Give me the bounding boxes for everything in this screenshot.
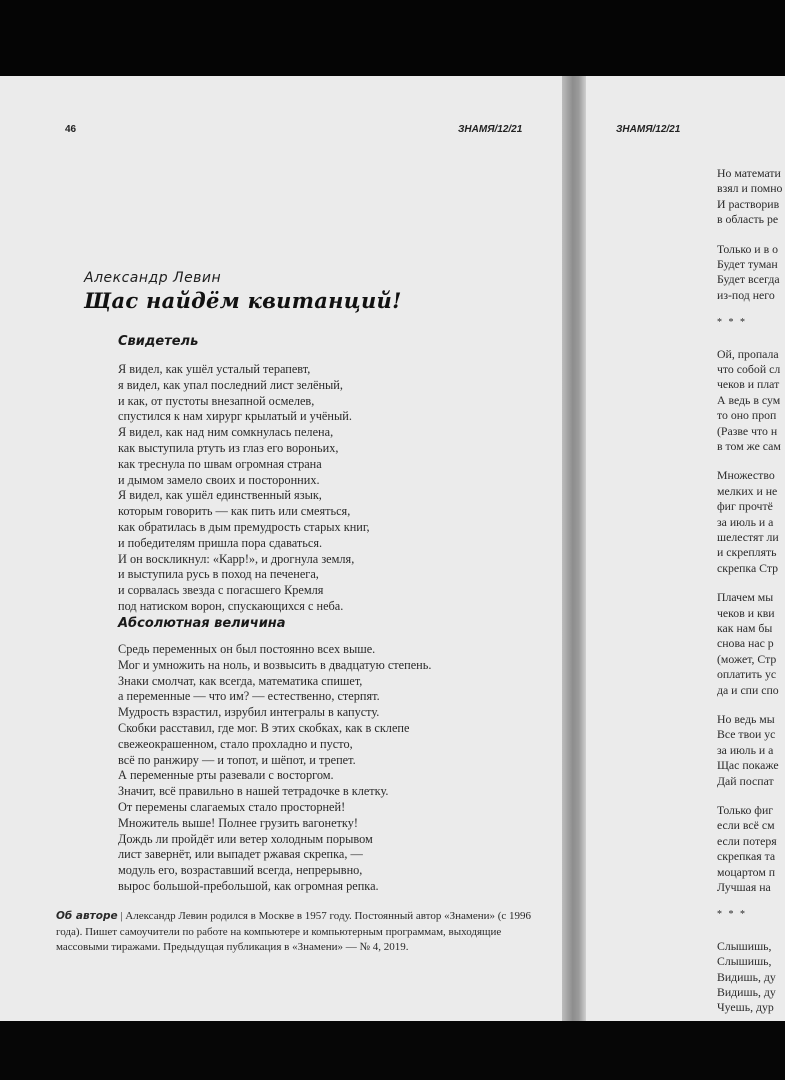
poem-line: вырос большой-пребольшой, как огромная репка. [118, 878, 379, 893]
poem-line: и выступила русь в поход на печенега, [118, 567, 319, 582]
right-page-line: фиг прочтё [717, 499, 773, 514]
poem-line: как обратилась в дым премудрость старых книг, [118, 519, 370, 534]
right-page-line: что собой сл [717, 362, 781, 376]
poem-line: Мог и умножить на ноль, и возвысить в двадцатую степень. [118, 657, 432, 672]
right-page [586, 76, 785, 1021]
right-page-line: да и спи спо [717, 682, 779, 697]
right-page-line: Дай поспат [717, 773, 774, 788]
right-page-line: в область ре [717, 212, 779, 227]
right-page-line: снова нас р [717, 636, 774, 651]
right-page-line: взял и помно [717, 181, 783, 196]
right-page-line: Множество [717, 468, 775, 483]
right-page-line: чеков и кви [717, 605, 775, 620]
right-page-line: за июль и а [717, 514, 774, 529]
right-page-line: мелких и не [717, 483, 778, 498]
right-page-line: Лучшая на [717, 880, 771, 894]
right-page-line: в том же сам [717, 439, 781, 453]
right-page-line: Плачем мы [717, 590, 774, 605]
poem-line: которым говорить — как пить или смеяться, [118, 504, 351, 519]
right-page-line: Ой, пропала [717, 346, 779, 361]
right-page-line: Щас покаже [717, 758, 779, 773]
poem-line: Значит, всё правильно в нашей тетрадочке в клетку. [118, 784, 389, 799]
section-separator: * * * [717, 317, 747, 329]
poem-line: Скобки расставил, где мог. В этих скобках, как в склепе [118, 720, 410, 735]
right-page-line: И растворив [717, 196, 780, 211]
poem-line: И он воскликнул: «Карр!», и дрогнула земля, [118, 551, 355, 566]
running-head: ЗНАМЯ/12/21 [458, 124, 523, 135]
right-page-line: чеков и плат [717, 377, 780, 392]
poem-line: Дождь ли пройдёт или ветер холодным порывом [118, 831, 373, 846]
poem-line: Множитель выше! Полнее грузить вагонетку! [118, 815, 358, 830]
right-page-line: Только и в о [717, 241, 778, 256]
poem-title-witness: Свидетель [118, 334, 199, 349]
poem-line: и сорвалась звезда с погасшего Кремля [118, 583, 324, 598]
right-page-line: (Разве что н [717, 423, 778, 438]
poem-line: под натиском ворон, спускающихся с неба. [118, 598, 344, 613]
right-page-line: Но математи [717, 166, 781, 180]
right-page-line: оплатить ус [717, 667, 777, 682]
about-author-text: Александр Левин родился в Москве в 1957 году. Постоянный автор «Знамени» (с 1996 года). Пишет самоучители по работе на компьютере и компьютерным программам, выходящие массовыми тиражами. Предыдущая публикация в «Знамени» — № 4, 2019. [56, 910, 532, 953]
poem-line: а переменные — что им? — естественно, стерпят. [118, 689, 380, 704]
poem-line: всё по ранжиру — и топот, и шёпот, и трепет. [118, 752, 356, 767]
right-page-line: Чуешь, дур [717, 1000, 774, 1015]
poem-line: Я видел, как ушёл единственный язык, [118, 488, 322, 503]
left-page [0, 76, 562, 1021]
right-page-line: за июль и а [717, 742, 774, 757]
poem-line: Я видел, как над ним сомкнулась пелена, [118, 425, 334, 440]
poem-line: спустился к нам хирург крылатый и учёный. [118, 409, 352, 424]
about-author-separator: | [117, 910, 126, 922]
poem-line: Знаки смолчат, как всегда, математика спишет, [118, 673, 363, 688]
poem-line: модуль его, возраставший всегда, непрерывно, [118, 863, 363, 878]
poem-absolute-value [118, 642, 431, 895]
about-author-label: Об авторе [56, 910, 118, 922]
right-page-line: Будет всегда [717, 272, 780, 287]
right-running-head: ЗНАМЯ/12/21 [616, 124, 681, 135]
author-name: Александр Левин [84, 270, 222, 286]
poem-line: свежеокрашенном, стало прохладно и пусто, [118, 736, 353, 751]
poem-title-absolute-value: Абсолютная величина [118, 616, 286, 631]
right-page-line: Но ведь мы [717, 712, 775, 726]
poem-line: Я видел, как ушёл усталый терапевт, [118, 362, 311, 376]
right-page-line: Только фиг [717, 803, 774, 817]
book-gutter [562, 76, 586, 1021]
poem-line: и победителям пришла пора сдаваться. [118, 535, 323, 550]
right-page-line: скрепка Стр [717, 560, 779, 575]
right-page-line: Видишь, ду [717, 969, 776, 984]
right-page-line: Видишь, ду [717, 985, 776, 999]
poem-line: От перемены слагаемых стало просторней! [118, 799, 346, 814]
right-page-line: Все твои ус [717, 727, 776, 742]
poem-line: и как, от пустоты внезапной осмелев, [118, 393, 315, 408]
right-page-line: если всё см [717, 818, 775, 833]
right-page-line: моцартом п [717, 864, 776, 879]
right-page-line: и скреплять [717, 545, 777, 560]
right-page-line: если потеря [717, 833, 777, 848]
scan-background [0, 1021, 785, 1080]
right-page-line: Слышишь, [717, 938, 772, 953]
right-page-line: шелестят ли [717, 530, 779, 544]
right-page-line: (может, Стр [717, 651, 777, 666]
about-author [56, 909, 532, 956]
right-page-line: скрепкая та [717, 849, 776, 864]
poem-line: как выступила ртуть из глаз его вороньих, [118, 440, 339, 455]
page-title: Щас найдём квитанций! [84, 288, 402, 313]
right-page-line: то оно проп [717, 408, 777, 423]
section-separator: * * * [717, 909, 747, 921]
poem-line: я видел, как упал последний лист зелёный, [118, 377, 343, 392]
poem-line: лист завернёт, или выпадет ржавая скрепка, — [118, 847, 363, 862]
poem-line: Мудрость взрастил, изрубил интегралы в капусту. [118, 705, 380, 720]
poem-line: и дымом замело своих и посторонних. [118, 472, 320, 487]
poem-line: как треснула по швам огромная страна [118, 456, 322, 471]
poem-line: А переменные рты разевали с восторгом. [118, 768, 334, 783]
page-number: 46 [65, 124, 77, 135]
poem-witness [118, 362, 370, 615]
right-page-line: как нам бы [717, 621, 773, 635]
right-page-line: Будет туман [717, 257, 778, 271]
right-page-line: из-под него [717, 287, 775, 302]
right-page-line: А ведь в сум [717, 392, 781, 407]
poem-line: Средь переменных он был постоянно всех выше. [118, 642, 376, 656]
right-page-line: Слышишь, [717, 954, 772, 969]
